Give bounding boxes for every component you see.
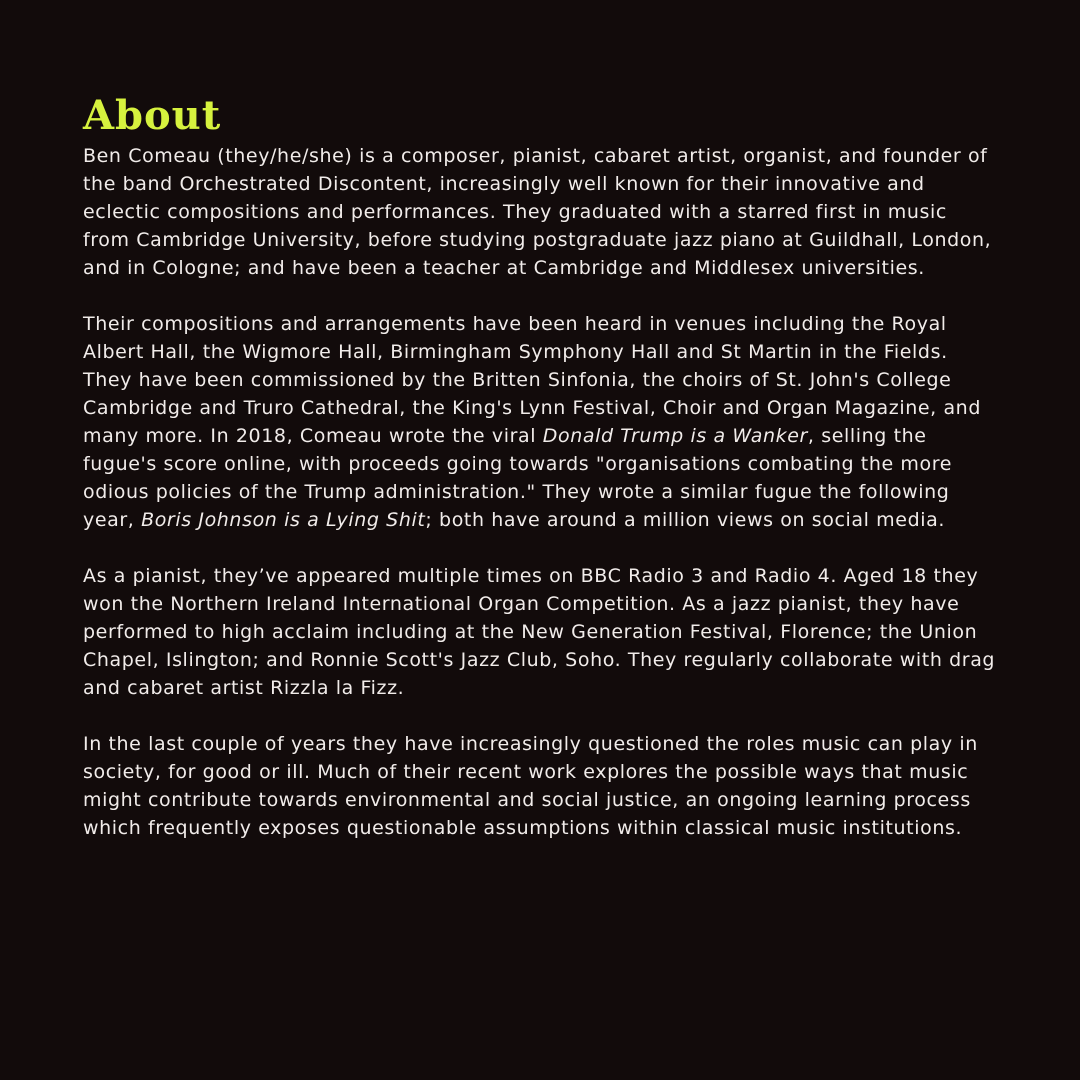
bio-paragraph-2-part-3: ; both have around a million views on social media.	[425, 509, 945, 531]
bio-paragraph-3: As a pianist, they’ve appeared multiple times on BBC Radio 3 and Radio 4. Aged 18 they won the Northern Ireland International Organ Competition. As a jazz pianist, they have performed to high acclaim including at the New Generation Festival, Florence; the Union Chapel, Islington; and Ronnie Scott's Jazz Club, Soho. They regularly collaborate with drag and cabaret artist Rizzla la Fizz.	[83, 565, 996, 699]
work-title-trump-fugue: Donald Trump is a Wanker	[542, 425, 808, 447]
bio-paragraph-2-part-2: , selling the fugue's score online, with proceeds going towards "organisations combating the more odious policies of the Trump administration." They wrote a similar fugue the following year,	[83, 425, 953, 531]
bio-paragraph-2	[83, 310, 1000, 534]
about-body	[83, 142, 1000, 842]
bio-paragraph-1: Ben Comeau (they/he/she) is a composer, pianist, cabaret artist, organist, and founder of the band Orchestrated Discontent, increasingly well known for their innovative and eclectic compositions and performances. They graduated with a starred first in music from Cambridge University, before studying postgraduate jazz piano at Guildhall, London, and in Cologne; and have been a teacher at Cambridge and Middlesex universities.	[83, 145, 992, 279]
bio-paragraph-2-part-1: Their compositions and arrangements have been heard in venues including the Royal Albert Hall, the Wigmore Hall, Birmingham Symphony Hall and St Martin in the Fields. They have been commissioned by the Britten Sinfonia, the choirs of St. John's College Cambridge and Truro Cathedral, the King's Lynn Festival, Choir and Organ Magazine, and many more. In 2018, Comeau wrote the viral	[83, 313, 981, 447]
work-title-johnson-fugue: Boris Johnson is a Lying Shit	[141, 509, 426, 531]
bio-paragraph-4: In the last couple of years they have increasingly questioned the roles music can play in society, for good or ill. Much of their recent work explores the possible ways that music might contribute towards environmental and social justice, an ongoing learning process which frequently exposes questionable assumptions within classical music institutions.	[83, 733, 978, 839]
about-heading: About	[83, 92, 222, 139]
